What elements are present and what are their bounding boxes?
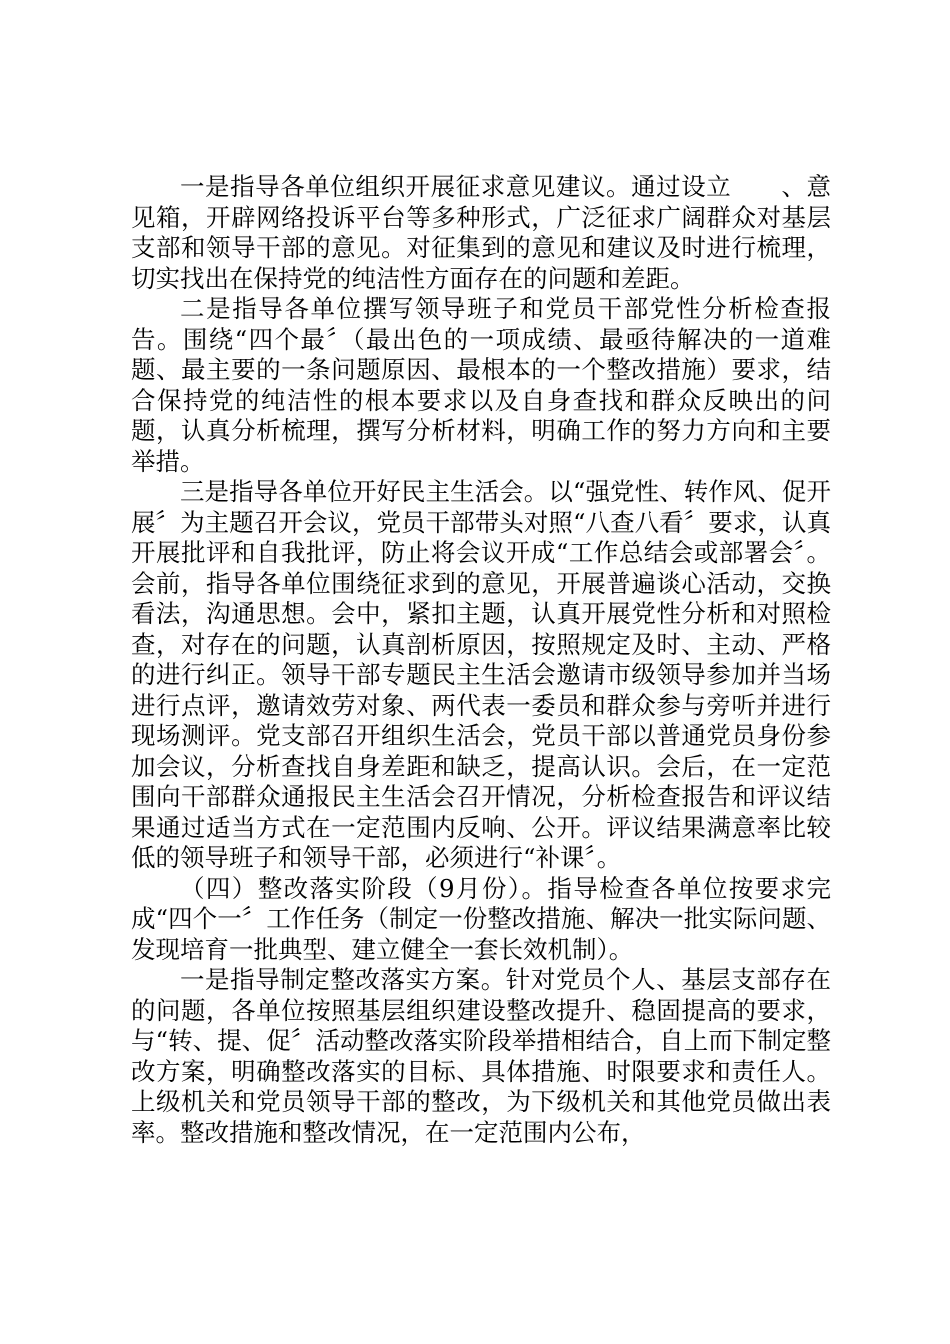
paragraph-democratic-life-meeting: 三是指导各单位开好民主生活会。以“强党性、转作风、促开展〞为主题召开会议，党员干部带头对照“八查八看〞要求，认真开展批评和自我批评，防止将会议开成“工作总结会或部署会〞。会前，指导各单位围绕征求到的意见，开展普遍谈心活动，交换看法，沟通思想。会中，紧扣主题，认真开展党性分析和对照检查，对存在的问题，认真剖析原因，按照规定及时、主动、严格的进行纠正。领导干部专题民主生活会邀请市级领导参加并当场进行点评，邀请效劳对象、两代表一委员和群众参与旁听并进行现场测评。党支部召开组织生活会，党员干部以普通党员身份参加会议，分析查找自身差距和缺乏，提高认识。会后，在一定范围向干部群众通报民主生活会召开情况，分析检查报告和评议结果通过适当方式在一定范围内反响、公开。评议结果满意率比较低的领导班子和领导干部，必须进行“补课〞。 xyxy=(131,477,831,872)
paragraph-party-analysis-report: 二是指导各单位撰写领导班子和党员干部党性分析检查报告。围绕“四个最〞（最出色的一项成绩、最亟待解决的一道难题、最主要的一条问题原因、最根本的一个整改措施）要求，结合保持党的纯洁性的根本要求以及自身查找和群众反映出的问题，认真分析梳理，撰写分析材料，明确工作的努力方向和主要举措。 xyxy=(131,294,831,476)
paragraph-rectification-stage: （四）整改落实阶段（9月份）。指导检查各单位按要求完成“四个一〞工作任务（制定一份整改措施、解决一批实际问题、发现培育一批典型、建立健全一套长效机制）。 xyxy=(131,873,831,964)
paragraph-rectification-plan: 一是指导制定整改落实方案。针对党员个人、基层支部存在的问题，各单位按照基层组织建设整改提升、稳固提高的要求，与“转、提、促〞活动整改落实阶段举措相结合，自上而下制定整改方案，明确整改落实的目标、具体措施、时限要求和责任人。上级机关和党员领导干部的整改，为下级机关和其他党员做出表率。整改措施和整改情况，在一定范围内公布， xyxy=(131,965,831,1147)
paragraph-solicit-opinions: 一是指导各单位组织开展征求意见建议。通过设立 、意见箱，开辟网络投诉平台等多种形式，广泛征求广阔群众对基层支部和领导干部的意见。对征集到的意见和建议及时进行梳理，切实找出在保持党的纯洁性方面存在的问题和差距。 xyxy=(131,172,831,293)
document-body xyxy=(131,172,831,1148)
